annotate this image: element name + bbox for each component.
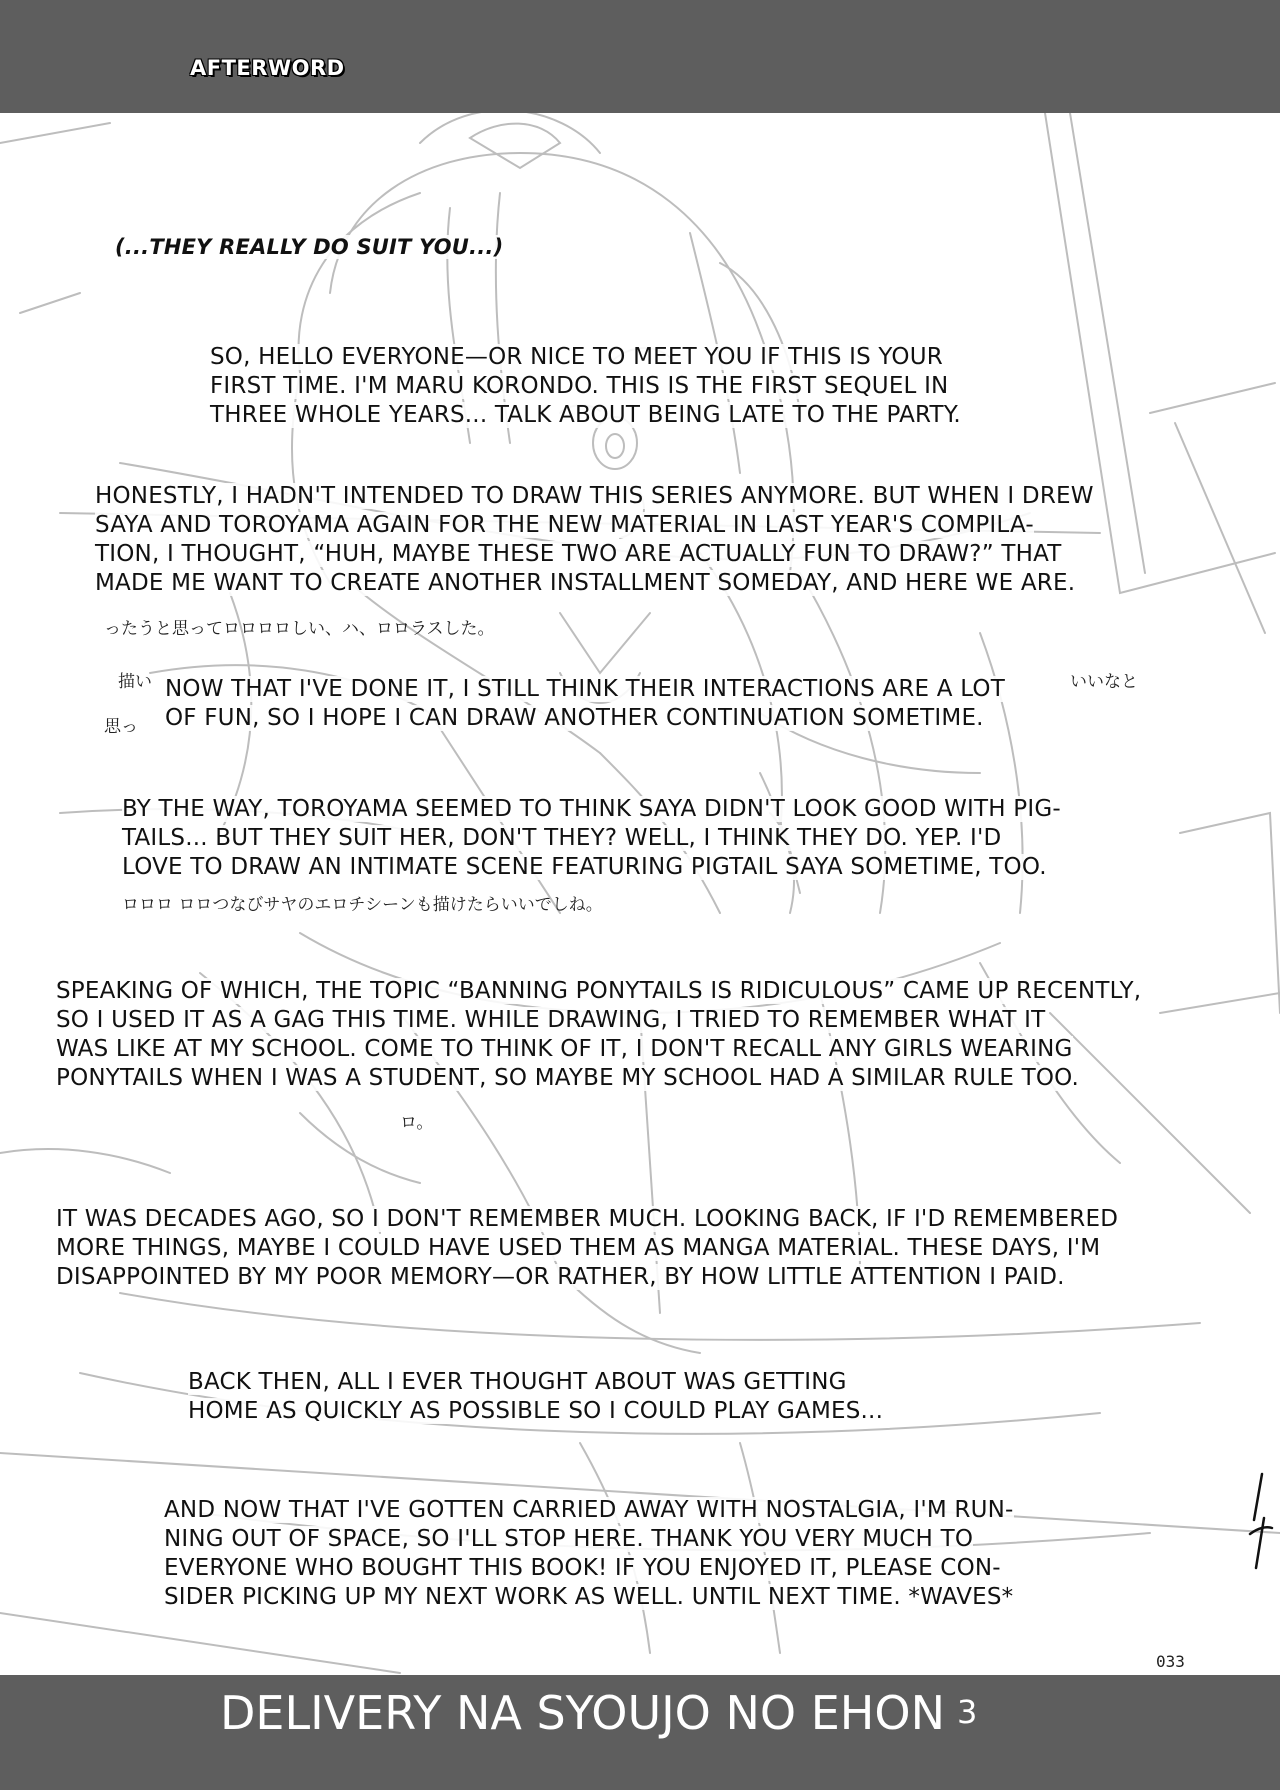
paragraph-games: BACK THEN, ALL I EVER THOUGHT ABOUT WAS GETTING HOME AS QUICKLY AS POSSIBLE SO I COULD PLAY GAMES... (188, 1369, 884, 1424)
book-title-text: DELIVERY NA SYOUJO NO EHON (220, 1686, 946, 1740)
volume-number: 3 (957, 1693, 978, 1731)
japanese-text-remnant: ったうと思ってロロロロしい、ハ、ロロラスした。 (104, 619, 495, 639)
japanese-text-remnant: 描い (118, 672, 152, 692)
chapter-title: AFTERWORD (190, 56, 345, 80)
japanese-text-remnant: ロ。 (400, 1113, 434, 1133)
book-title (220, 1686, 977, 1740)
paragraph-memory: IT WAS DECADES AGO, SO I DON'T REMEMBER MUCH. LOOKING BACK, IF I'D REMEMBERED MORE THINGS, MAYBE I COULD HAVE USED THEM AS MANGA MATERIAL. THESE DAYS, I'M DISAPPOINTED BY MY POOR MEMORY—OR RATHER, BY HOW LITTLE ATTENTION I PAID. (56, 1206, 1119, 1290)
paragraph-closing: AND NOW THAT I'VE GOTTEN CARRIED AWAY WITH NOSTALGIA, I'M RUN- NING OUT OF SPACE, SO I'LL STOP HERE. THANK YOU VERY MUCH TO EVERYONE WHO BOUGHT THIS BOOK! IF YOU ENJOYED IT, PLEASE CON- SIDER PICKING UP MY NEXT WORK AS WELL. UNTIL NEXT TIME. *WAVES* (164, 1497, 1014, 1610)
paragraph-greeting: SO, HELLO EVERYONE—OR NICE TO MEET YOU IF THIS IS YOUR FIRST TIME. I'M MARU KORONDO. THIS IS THE FIRST SEQUEL IN THREE WHOLE YEARS... TALK ABOUT BEING LATE TO THE PARTY. (210, 344, 961, 428)
japanese-text-remnant: いいなと (1070, 672, 1138, 692)
handwritten-checkmark-icon (1240, 1470, 1276, 1570)
japanese-text-remnant: ロロロ ロロつなびサヤのエロチシーンも描けたらいいでしね。 (122, 895, 603, 915)
paragraph-series-origin: HONESTLY, I HADN'T INTENDED TO DRAW THIS SERIES ANYMORE. BUT WHEN I DREW SAYA AND TOROYAMA AGAIN FOR THE NEW MATERIAL IN LAST YEAR'S COMPILA- TION, I THOUGHT, “HUH, MAYBE THESE TWO ARE ACTUALLY FUN TO DRAW?” THAT MADE ME WANT TO CREATE ANOTHER INSTALLMENT SOMEDAY, AND HERE WE ARE. (95, 483, 1094, 596)
opening-quote: (...THEY REALLY DO SUIT YOU...) (115, 235, 504, 259)
japanese-text-remnant: 思っ (104, 717, 138, 737)
paragraph-ponytails: SPEAKING OF WHICH, THE TOPIC “BANNING PONYTAILS IS RIDICULOUS” CAME UP RECENTLY, SO I USED IT AS A GAG THIS TIME. WHILE DRAWING, I TRIED TO REMEMBER WHAT IT WAS LIKE AT MY SCHOOL. COME TO THINK OF IT, I DON'T RECALL ANY GIRLS WEARING PONYTAILS WHEN I WAS A STUDENT, SO MAYBE MY SCHOOL HAD A SIMILAR RULE TOO. (56, 978, 1142, 1091)
page-number: 033 (1156, 1652, 1185, 1671)
paragraph-continuation: NOW THAT I'VE DONE IT, I STILL THINK THEIR INTERACTIONS ARE A LOT OF FUN, SO I HOPE I CAN DRAW ANOTHER CONTINUATION SOMETIME. (165, 676, 1005, 731)
paragraph-pigtails: BY THE WAY, TOROYAMA SEEMED TO THINK SAYA DIDN'T LOOK GOOD WITH PIG- TAILS... BUT THEY SUIT HER, DON'T THEY? WELL, I THINK THEY DO. YEP. I'D LOVE TO DRAW AN INTIMATE SCENE FEATURING PIGTAIL SAYA SOMETIME, TOO. (122, 796, 1061, 880)
